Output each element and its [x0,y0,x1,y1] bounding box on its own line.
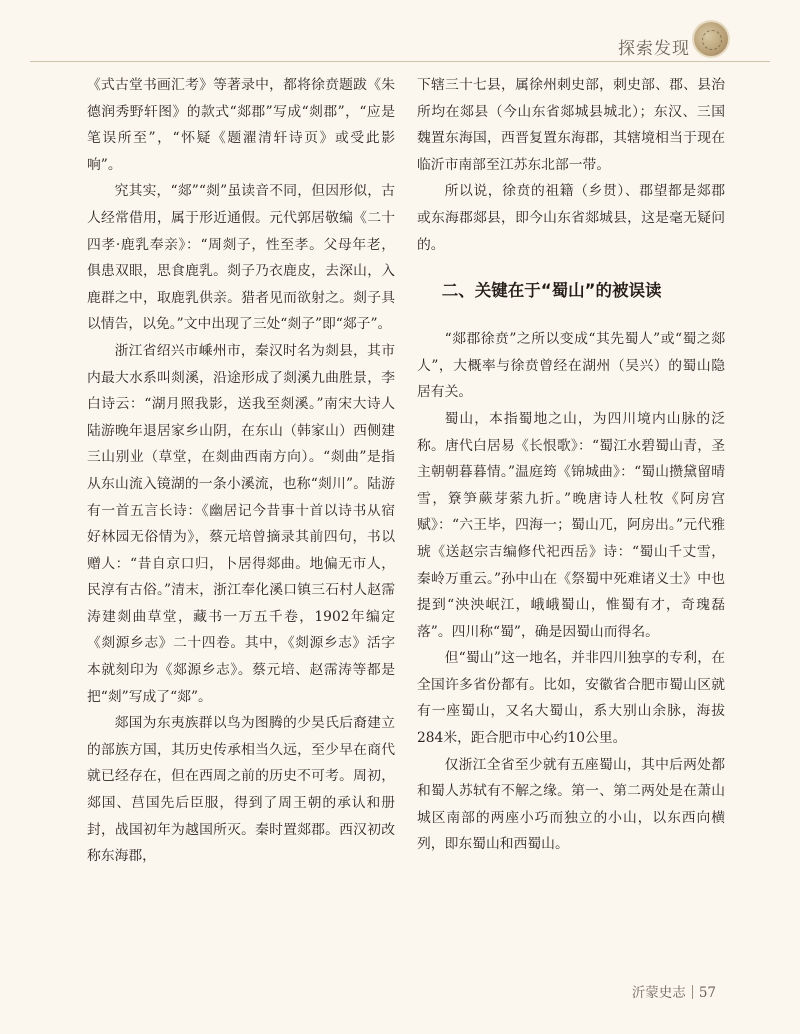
paragraph: 蜀山，本指蜀地之山，为四川境内山脉的泛称。唐代白居易《长恨歌》：“蜀江水碧蜀山青，圣主朝朝暮暮情。”温庭筠《锦城曲》：“蜀山攒黛留晴雪，簝笋蕨芽萦九折。”晚唐诗人杜牧《阿房宫赋》：“六王毕，四海一；蜀山兀，阿房出。”元代雅琥《送赵宗吉编修代祀西岳》诗：“蜀山千丈雪，秦岭万重云。”孙中山在《祭蜀中死难诸义士》中也提到“泱泱岷江，峨峨蜀山，惟蜀有才，奇瑰磊落”。四川称“蜀”，确是因蜀山而得名。 [417,410,725,640]
paragraph: 浙江省绍兴市嵊州市，秦汉时名为剡县，其市内最大水系叫剡溪，沿途形成了剡溪九曲胜景，李白诗云：“湖月照我影，送我至剡溪。”南宋大诗人陆游晚年退居家乡山阴，在东山（韩家山）西侧建三山别业（草堂，在剡曲西南方向）。“剡曲”是指从东山流入镜湖的一条小溪流，也称“剡川”。陆游有一首五言长诗：《幽居记今昔事十首以诗书从宿好林园无俗情为》，蔡元培曾摘录其前四句，书以赠人：“昔自京口归，卜居得郯曲。地偏无市人，民淳有古俗。”清末，浙江奉化溪口镇三石村人赵霈涛建剡曲草堂，藏书一万五千卷，1902年编定《剡源乡志》二十四卷。其中，《剡源乡志》活字本就刻印为《郯源乡志》。蔡元培、赵霈涛等都是把“剡”写成了“郯”。 [87,342,395,705]
left-column [87,72,395,870]
paragraph: 但“蜀山”这一地名，并非四川独享的专利，在全国许多省份都有。比如，安徽省合肥市蜀山区就有一座蜀山，又名大蜀山，系大别山余脉，海拔284米，距合肥市中心约10公里。 [417,650,725,747]
section-heading: 二、关键在于“蜀山”的被误读 [441,281,662,301]
paragraph: 究其实，“郯”“剡”虽读音不同，但因形似，古人经常借用，属于形近通假。元代郭居敬编《二十四孝·鹿乳奉亲》：“周剡子，性至孝。父母年老，俱患双眼，思食鹿乳。剡子乃衣鹿皮，去深山，入鹿群之中，取鹿乳供亲。猎者见而欲射之。剡子具以情告，以免。”文中出现了三处“剡子”即“郯子”。 [87,183,395,333]
journal-name: 沂蒙史志 [631,985,686,1001]
paragraph: 郯国为东夷族群以鸟为图腾的少昊氏后裔建立的部族方国，其历史传承相当久远，至少早在商代就已经存在，但在西周之前的历史不可考。周初，郯国、莒国先后臣服，得到了周王朝的承认和册封，战国初年为越国所灭。秦时置郯郡。西汉初改称东海郡， [87,715,395,865]
paragraph: 所以说，徐贲的祖籍（乡贯）、郡望都是郯郡或东海郡郯县，即今山东省郯城县，这是毫无疑问的。 [417,183,725,253]
medallion-logo-icon [694,22,728,56]
page-footer [632,981,716,1001]
paragraph: 仅浙江全省至少就有五座蜀山，其中后两处都和蜀人苏轼有不解之缘。第一、第二两处是在萧山城区南部的两座小巧而独立的小山，以东西向横列，即东蜀山和西蜀山。 [417,756,725,853]
paragraph: “郯郡徐贲”之所以变成“其先蜀人”或“蜀之郯人”，大概率与徐贲曾经在湖州（吴兴）的蜀山隐居有关。 [417,331,725,401]
section-title: 探索发现 [618,39,690,59]
header-rule [30,61,770,62]
paragraph: 《式古堂书画汇考》等著录中，都将徐贲题跋《朱德润秀野轩图》的款式“郯郡”写成“剡郡”，“应是笔误所至”，“怀疑《题濯清轩诗页》或受此影响”。 [87,77,395,173]
right-column [417,72,725,858]
footer-divider [692,985,693,999]
page-number: 57 [698,985,716,1001]
paragraph: 下辖三十七县，属徐州刺史部，刺史部、郡、县治所均在郯县（今山东省郯城县城北）；东汉、三国魏置东海国，西晋复置东海郡，其辖境相当于现在临沂市南部至江苏东北部一带。 [417,77,725,173]
